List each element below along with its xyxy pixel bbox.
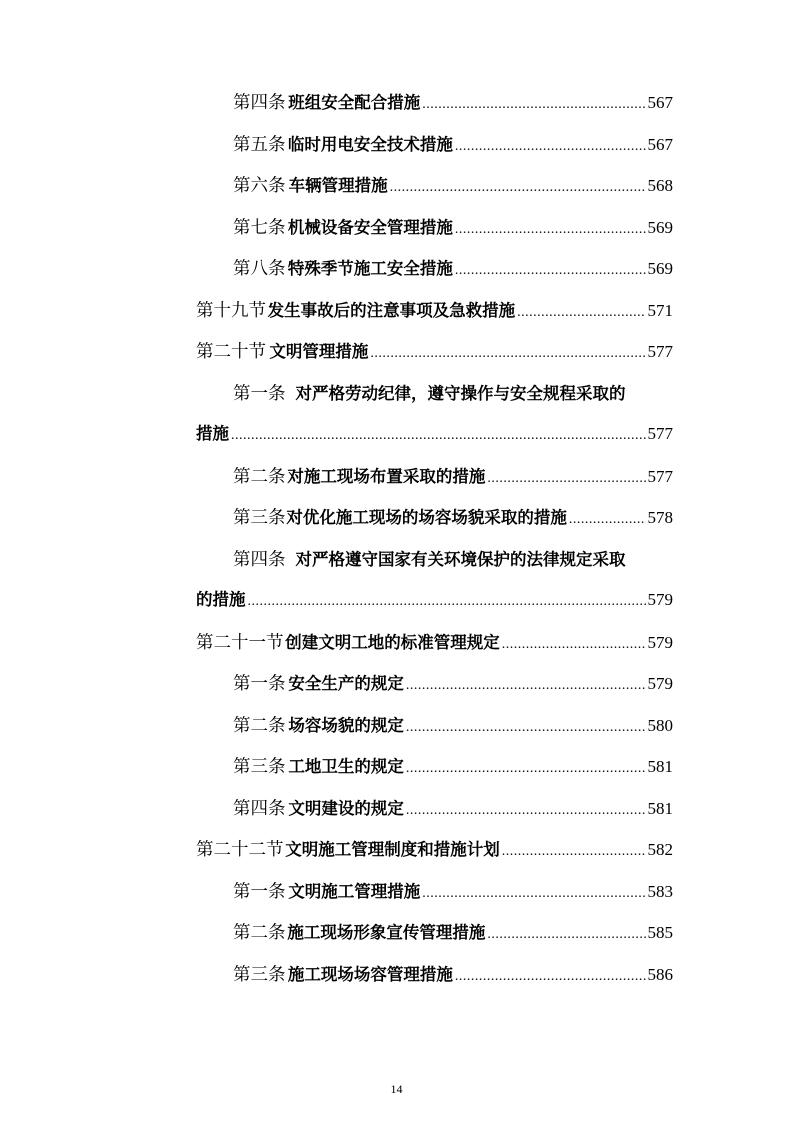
toc-entry-page: 577 bbox=[647, 466, 673, 486]
toc-entry-label: 第十九节 bbox=[196, 299, 266, 320]
toc-entry-page: 581 bbox=[647, 757, 673, 776]
toc-entry-title: 文明建设的规定 bbox=[288, 798, 404, 818]
toc-entry-title: 班组安全配合措施 bbox=[288, 93, 421, 112]
toc-entry-title: 文明管理措施 bbox=[269, 342, 369, 361]
dot-leader bbox=[455, 216, 646, 244]
dot-leader bbox=[406, 797, 646, 825]
toc-entry-title: 文明施工管理制度和措施计划 bbox=[285, 840, 500, 859]
toc-entry[interactable] bbox=[233, 545, 673, 573]
toc-entry-label: 第三条 bbox=[233, 507, 286, 527]
toc-entry-page: 586 bbox=[647, 964, 673, 984]
toc-entry[interactable] bbox=[233, 711, 673, 739]
dot-leader bbox=[390, 174, 646, 202]
toc-section-entry[interactable] bbox=[196, 835, 673, 863]
toc-entry-label: 第二十节 bbox=[196, 341, 266, 361]
toc-entry-label: 第一条 bbox=[233, 880, 286, 901]
dot-leader bbox=[406, 755, 646, 783]
dot-leader bbox=[487, 465, 645, 493]
dot-leader bbox=[487, 921, 645, 949]
toc-entry-title: 对严格遵守国家有关环境保护的法律规定采取 bbox=[295, 549, 626, 569]
toc-entry-label: 第二十一节 bbox=[196, 631, 284, 652]
dot-leader bbox=[370, 340, 645, 368]
toc-entry-title: 施工现场场容管理措施 bbox=[287, 964, 453, 984]
toc-entry[interactable] bbox=[233, 171, 673, 199]
toc-entry-page: 571 bbox=[647, 300, 673, 320]
dot-leader bbox=[455, 963, 646, 991]
dot-leader bbox=[455, 133, 646, 161]
toc-entry-title: 文明施工管理措施 bbox=[288, 881, 421, 901]
toc-entry-label: 第六条 bbox=[233, 175, 286, 195]
toc-entry-page: 569 bbox=[647, 217, 673, 237]
dot-leader bbox=[502, 631, 646, 659]
toc-entry-page: 577 bbox=[647, 424, 673, 443]
toc-entry-page: 583 bbox=[647, 881, 673, 901]
toc-entry-page: 567 bbox=[647, 134, 673, 154]
toc-entry-page: 581 bbox=[647, 798, 673, 818]
toc-entry[interactable] bbox=[233, 254, 673, 282]
toc-entry-continuation[interactable] bbox=[196, 420, 673, 448]
toc-entry[interactable] bbox=[233, 88, 673, 116]
toc-entry-title: 施工现场形象宣传管理措施 bbox=[287, 923, 486, 942]
toc-entry-label: 第二条 bbox=[233, 922, 286, 942]
toc-entry-page: 578 bbox=[647, 508, 673, 527]
toc-entry-title: 安全生产的规定 bbox=[288, 674, 404, 693]
toc-entry-page: 569 bbox=[647, 259, 673, 278]
toc-entry[interactable] bbox=[233, 669, 673, 697]
toc-entry-page: 585 bbox=[647, 923, 673, 942]
dot-leader bbox=[231, 422, 646, 450]
toc-section-entry[interactable] bbox=[196, 337, 673, 365]
dot-leader bbox=[422, 880, 645, 908]
toc-entry-label: 第一条 bbox=[233, 382, 286, 403]
toc-entry-page: 568 bbox=[647, 176, 673, 195]
toc-entry-title: 场容场貌的规定 bbox=[288, 715, 404, 735]
toc-entry-continuation[interactable] bbox=[196, 586, 673, 614]
toc-entry-title: 对优化施工现场的场容场貌采取的措施 bbox=[286, 508, 567, 527]
toc-entry-label: 第二条 bbox=[233, 714, 286, 735]
toc-entry-title: 车辆管理措施 bbox=[288, 176, 388, 195]
dot-leader bbox=[248, 588, 646, 616]
dot-leader bbox=[517, 299, 645, 327]
toc-entry-title: 对严格劳动纪律，遵守操作与安全规程采取的 bbox=[295, 383, 626, 403]
dot-leader bbox=[455, 257, 646, 285]
toc-entry-label: 第二十二节 bbox=[196, 839, 284, 859]
toc-entry-page: 580 bbox=[647, 715, 673, 735]
toc-entry-page: 579 bbox=[647, 632, 673, 652]
toc-entry-label: 第三条 bbox=[233, 963, 286, 984]
toc-entry-label: 第三条 bbox=[233, 756, 286, 776]
toc-entry-page: 579 bbox=[647, 674, 673, 693]
toc-entry-label: 第四条 bbox=[233, 548, 286, 569]
toc-entry[interactable] bbox=[233, 877, 673, 905]
dot-leader bbox=[406, 672, 646, 700]
dot-leader bbox=[502, 838, 646, 866]
dot-leader bbox=[406, 714, 646, 742]
toc-entry-title: 发生事故后的注意事项及急救措施 bbox=[267, 300, 516, 320]
dot-leader bbox=[569, 506, 646, 534]
toc-entry-title: 创建文明工地的标准管理规定 bbox=[285, 632, 500, 652]
toc-entry-title: 工地卫生的规定 bbox=[288, 757, 404, 776]
toc-section-entry[interactable] bbox=[196, 296, 673, 324]
toc-entry[interactable] bbox=[233, 213, 673, 241]
toc-entry-title: 的措施 bbox=[196, 590, 246, 609]
toc-entry-label: 第五条 bbox=[233, 133, 286, 154]
toc-entry[interactable] bbox=[233, 462, 673, 490]
toc-entry-label: 第二条 bbox=[233, 465, 286, 486]
toc-entry[interactable] bbox=[233, 379, 673, 407]
toc-entry-title: 机械设备安全管理措施 bbox=[287, 217, 453, 237]
toc-entry-label: 第四条 bbox=[233, 92, 286, 112]
toc-entry-title: 对施工现场布置采取的措施 bbox=[287, 466, 486, 486]
toc-entry[interactable] bbox=[233, 960, 673, 988]
page-number-footer: 14 bbox=[390, 1082, 403, 1096]
toc-entry[interactable] bbox=[233, 503, 673, 531]
toc-entry-label: 第一条 bbox=[233, 673, 286, 693]
dot-leader bbox=[422, 91, 645, 119]
toc-entry-page: 577 bbox=[647, 342, 673, 361]
toc-entry-title: 措施 bbox=[196, 424, 229, 443]
toc-entry-title: 特殊季节施工安全措施 bbox=[287, 259, 453, 278]
toc-entry[interactable] bbox=[233, 130, 673, 158]
toc-section-entry[interactable] bbox=[196, 628, 673, 656]
toc-entry-title: 临时用电安全技术措施 bbox=[287, 134, 453, 154]
toc-entry-label: 第四条 bbox=[233, 797, 286, 818]
toc-entry[interactable] bbox=[233, 794, 673, 822]
toc-entry[interactable] bbox=[233, 918, 673, 946]
toc-entry-page: 579 bbox=[647, 590, 673, 609]
toc-entry[interactable] bbox=[233, 752, 673, 780]
toc-entry-label: 第七条 bbox=[233, 216, 286, 237]
toc-entry-label: 第八条 bbox=[233, 258, 286, 278]
toc-entry-page: 567 bbox=[647, 93, 673, 112]
toc-entry-page: 582 bbox=[647, 840, 673, 859]
